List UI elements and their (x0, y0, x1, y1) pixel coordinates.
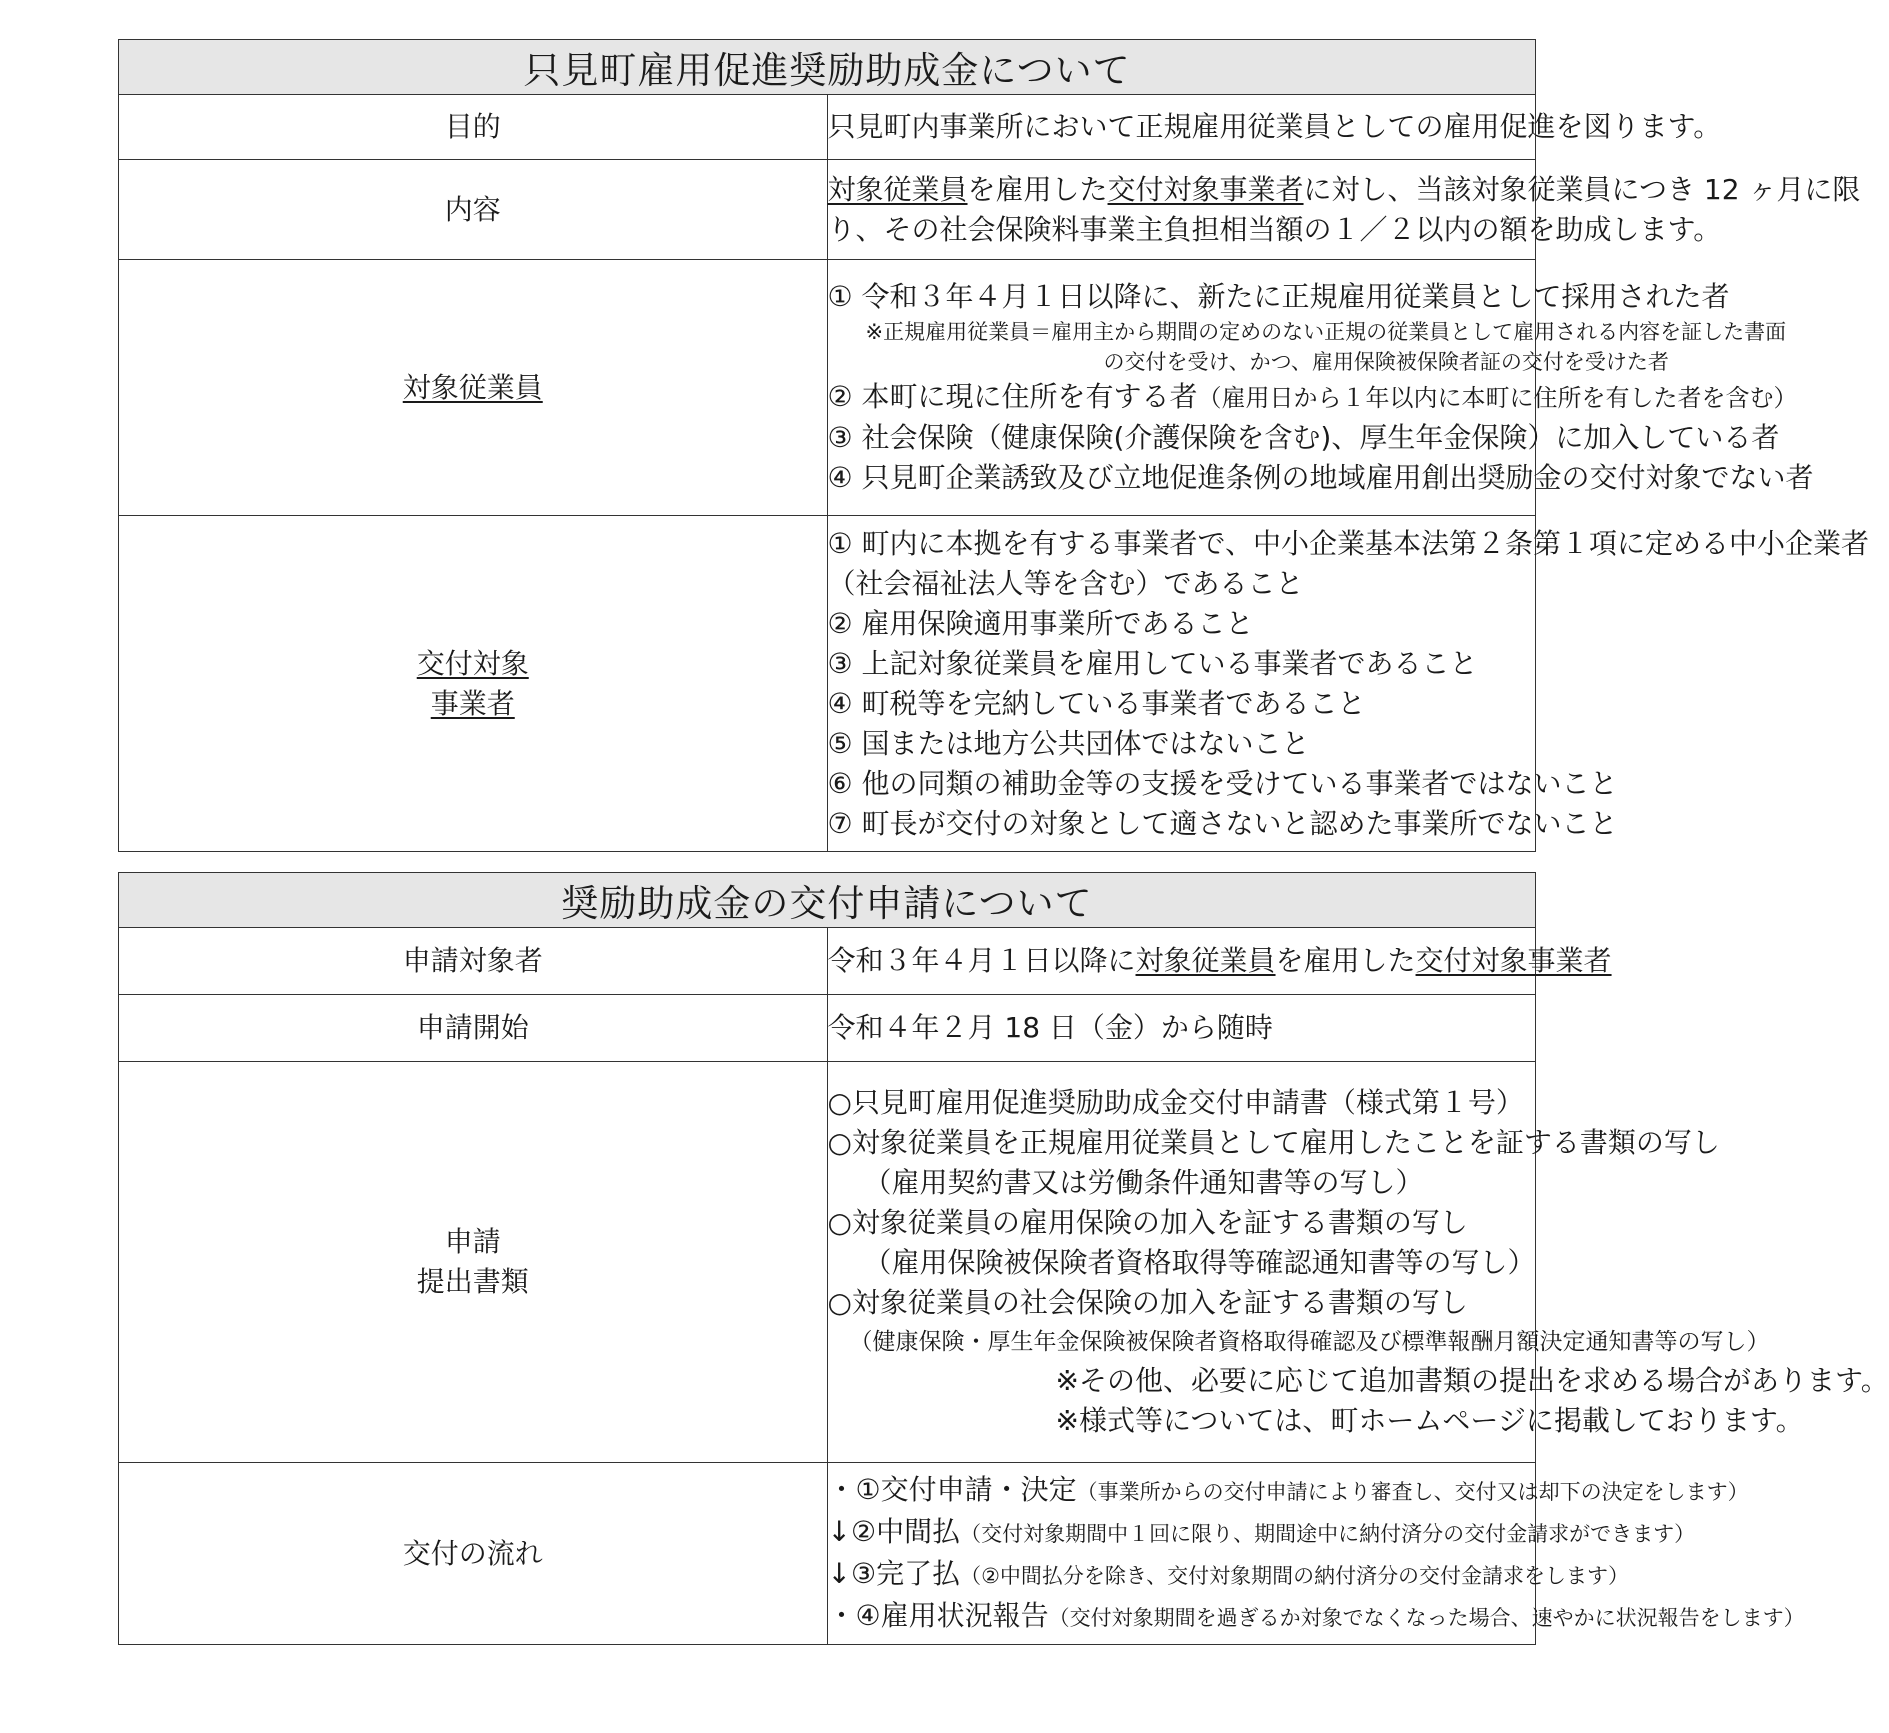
document-item-3: ○対象従業員の雇用保険の加入を証する書類の写し (827, 1206, 1468, 1239)
target-employee-label: 対象従業員 (402, 370, 543, 404)
purpose-text: 只見町内事業所において正規雇用従業員としての雇用促進を図ります。 (827, 110, 1722, 143)
target-business-item-2: ② 雇用保険適用事業所であること (827, 606, 1254, 640)
flow-row (119, 1463, 1536, 1645)
start-text: 令和４年２月 18 日（金）から随時 (827, 1011, 1273, 1044)
target-business-item-3: ③ 上記対象従業員を雇用している事業者であること (827, 646, 1478, 680)
content-label: 内容 (119, 160, 828, 260)
flow-step-1: ・①交付申請・決定（事業所からの交付申請により審査し、交付又は却下の決定をします） (827, 1472, 1749, 1506)
start-label: 申請開始 (119, 995, 828, 1062)
document-item-4: ○対象従業員の社会保険の加入を証する書類の写し (827, 1286, 1468, 1319)
flow-step-2: ↓②中間払（交付対象期間中１回に限り、期間途中に納付済分の交付金請求ができます） (827, 1514, 1696, 1548)
target-business-item-7: ⑦ 町長が交付の対象として適さないと認めた事業所でないこと (827, 806, 1618, 840)
flow-step-3: ↓③完了払（②中間払分を除き、交付対象期間の納付済分の交付金請求をします） (827, 1556, 1630, 1590)
target-business-row (119, 516, 1536, 852)
purpose-row (119, 95, 1536, 160)
document-item-2: ○対象従業員を正規雇用従業員として雇用したことを証する書類の写し (827, 1126, 1720, 1159)
documents-label-2: 提出書類 (416, 1265, 529, 1298)
target-business-item-1b: （社会福祉法人等を含む）であること (827, 566, 1304, 600)
section-title: 只見町雇用促進奨励助成金について (119, 40, 1536, 95)
target-employee-item-1: ① 令和３年４月１日以降に、新たに正規雇用従業員として採用された者 (827, 280, 1730, 313)
flow-label: 交付の流れ (119, 1463, 828, 1645)
applicant-row (119, 928, 1536, 995)
target-employee-row (119, 260, 1536, 516)
document-item-2-sub: （雇用契約書又は労働条件通知書等の写し） (863, 1166, 1424, 1199)
target-employee-item-4: ④ 只見町企業誘致及び立地促進条例の地域雇用創出奨励金の交付対象でない者 (827, 461, 1814, 494)
application-table (118, 872, 1889, 1645)
documents-label-1: 申請 (444, 1225, 501, 1258)
applicant-label: 申請対象者 (119, 928, 828, 995)
section-title: 奨励助成金の交付申請について (119, 873, 1536, 928)
flow-step-4: ・④雇用状況報告（交付対象期間を過ぎるか対象でなくなった場合、速やかに状況報告をします） (827, 1598, 1805, 1632)
target-employee-term: 対象従業員 (827, 172, 968, 206)
documents-row (119, 1062, 1536, 1463)
content-row (119, 160, 1536, 260)
document-item-3-sub: （雇用保険被保険者資格取得等確認通知書等の写し） (863, 1246, 1536, 1279)
document-item-1: ○只見町雇用促進奨励助成金交付申請書（様式第１号） (827, 1086, 1524, 1119)
document-note-2: ※様式等については、町ホームページに掲載しております。 (1055, 1404, 1804, 1437)
target-employee-item-2: ② 本町に現に住所を有する者（雇用日から１年以内に本町に住所を有した者を含む） (827, 380, 1798, 413)
document-item-4-sub: （健康保険・厚生年金保険被保険者資格取得確認及び標準報酬月額決定通知書等の写し） (849, 1329, 1770, 1355)
target-employee-item-3: ③ 社会保険（健康保険(介護保険を含む)、厚生年金保険）に加入している者 (827, 421, 1780, 454)
target-business-label-1: 交付対象 (416, 646, 529, 680)
content-line-2: り、その社会保険料事業主負担相当額の１／２以内の額を助成します。 (827, 212, 1722, 246)
target-employee-note-2: の交付を受け、かつ、雇用保険被保険者証の交付を受けた者 (1103, 350, 1669, 374)
start-row (119, 995, 1536, 1062)
applicant-text: 令和３年４月１日以降に対象従業員を雇用した交付対象事業者 (827, 944, 1612, 977)
target-business-item-6: ⑥ 他の同類の補助金等の支援を受けている事業者ではないこと (827, 766, 1618, 800)
content-line-1: 対象従業員を雇用した交付対象事業者に対し、当該対象従業員につき 12 ヶ月に限 (827, 172, 1861, 206)
purpose-label: 目的 (119, 95, 828, 160)
target-business-term: 交付対象事業者 (1107, 172, 1304, 206)
target-business-item-4: ④ 町税等を完納している事業者であること (827, 686, 1366, 720)
target-employee-note-1: ※正規雇用従業員＝雇用主から期間の定めのない正規の従業員として雇用される内容を証した書面 (865, 320, 1787, 344)
subsidy-overview-table (118, 39, 1869, 852)
target-business-item-5: ⑤ 国または地方公共団体ではないこと (827, 726, 1310, 760)
target-business-label-2: 事業者 (430, 686, 515, 720)
target-business-item-1a: ① 町内に本拠を有する事業者で、中小企業基本法第２条第１項に定める中小企業者 (827, 526, 1869, 560)
document-note-1: ※その他、必要に応じて追加書類の提出を求める場合があります。 (1055, 1364, 1889, 1397)
